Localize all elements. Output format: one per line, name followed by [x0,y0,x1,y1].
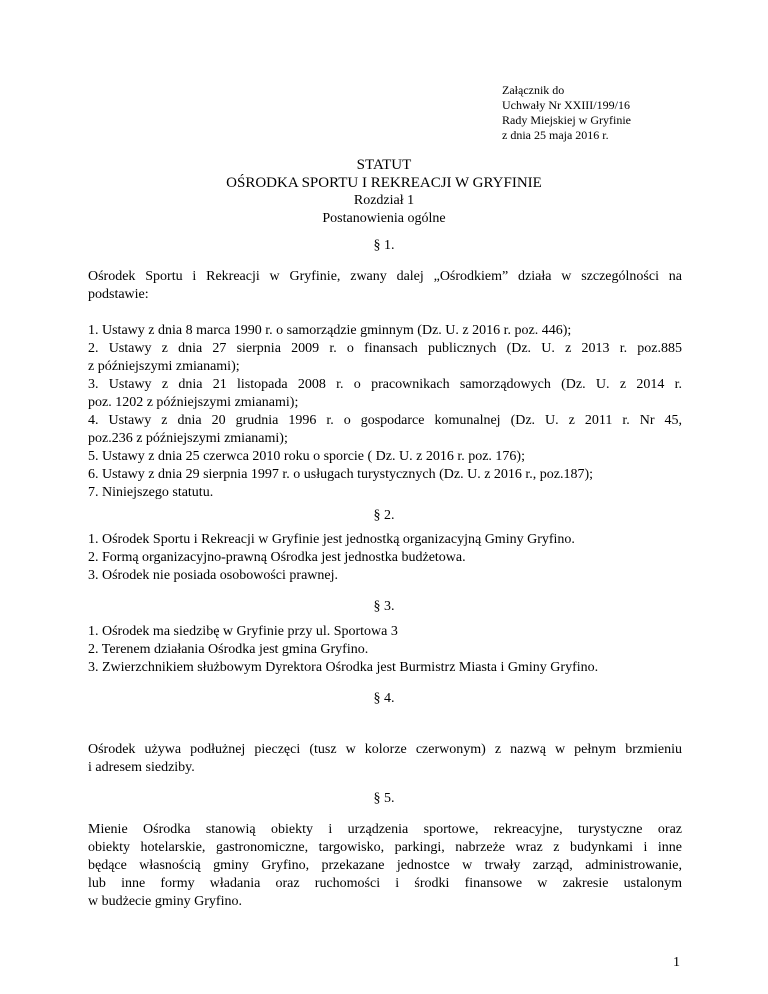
list-item-cont: poz.236 z późniejszymi zmianami); [88,431,288,446]
section-3-sign: § 3. [373,599,395,614]
chapter-number: Rozdział 1 [353,193,415,208]
title-institution: OŚRODKA SPORTU I REKREACJI W GRYFINIE [226,175,542,191]
section-5-text [88,821,682,911]
list-item: 1. Ośrodek Sportu i Rekreacji w Gryfinie jest jednostką organizacyjną Gminy Gryfino. [88,532,575,547]
list-item: 3. Zwierzchnikiem służbowym Dyrektora Ośrodka jest Burmistrz Miasta i Gminy Gryfino. [88,660,599,675]
annex-note [502,83,631,143]
annex-line: Uchwały Nr XXIII/199/16 [502,98,630,112]
text-line: i adresem siedziby. [88,760,195,775]
list-item: 2. Ustawy z dnia 27 sierpnia 2009 r. o finansach publicznych (Dz. U. z 2013 r. poz.885 [88,341,682,356]
text-line: Ośrodek używa podłużnej pieczęci (tusz w kolorze czerwonym) z nazwą w pełnym brzmieniu [88,742,682,757]
section-1-intro [88,268,682,304]
list-item: 5. Ustawy z dnia 25 czerwca 2010 roku o sporcie ( Dz. U. z 2016 r. poz. 176); [88,449,525,464]
list-item-cont: z późniejszymi zmianami); [88,359,240,374]
list-item: 2. Terenem działania Ośrodka jest gmina Gryfino. [88,642,369,657]
section-2-sign: § 2. [373,508,395,523]
intro-line: Ośrodek Sportu i Rekreacji w Gryfinie, zwany dalej „Ośrodkiem” działa w szczególności na [88,269,682,284]
section-3-list [88,623,682,677]
intro-line: podstawie: [88,287,149,302]
document-title [0,156,768,228]
section-4-text [88,741,682,777]
section-1-list [88,322,682,502]
text-line: w budżecie gminy Gryfino. [88,894,242,909]
list-item-cont: poz. 1202 z późniejszymi zmianami); [88,395,299,410]
annex-line: Załącznik do [502,83,565,97]
list-item: 3. Ustawy z dnia 21 listopada 2008 r. o pracownikach samorządowych (Dz. U. z 2014 r. [88,377,682,392]
list-item: 1. Ośrodek ma siedzibę w Gryfinie przy ul. Sportowa 3 [88,624,398,639]
annex-line: z dnia 25 maja 2016 r. [502,128,609,142]
text-line: Mienie Ośrodka stanowią obiekty i urządzenia sportowe, rekreacyjne, turystyczne oraz [88,822,682,837]
section-5-sign: § 5. [373,791,395,806]
text-line: obiekty hotelarskie, gastronomiczne, targowisko, parkingi, nabrzeże wraz z budynkami i inne [88,840,682,855]
text-line: będące własnością gminy Gryfino, przekazane jednostce w trwały zarząd, administrowanie, [88,858,682,873]
list-item: 4. Ustawy z dnia 20 grudnia 1996 r. o gospodarce komunalnej (Dz. U. z 2011 r. Nr 45, [88,413,682,428]
chapter-title: Postanowienia ogólne [322,211,446,226]
list-item: 6. Ustawy z dnia 29 sierpnia 1997 r. o usługach turystycznych (Dz. U. z 2016 r., poz.187); [88,467,594,482]
section-4-sign: § 4. [373,691,395,706]
title-statut: STATUT [356,157,412,173]
section-1-sign: § 1. [373,238,395,253]
annex-line: Rady Miejskiej w Gryfinie [502,113,631,127]
list-item: 2. Formą organizacyjno-prawną Ośrodka jest jednostka budżetowa. [88,550,466,565]
list-item: 1. Ustawy z dnia 8 marca 1990 r. o samorządzie gminnym (Dz. U. z 2016 r. poz. 446); [88,323,572,338]
list-item: 3. Ośrodek nie posiada osobowości prawnej. [88,568,339,583]
text-line: lub inne formy władania oraz ruchomości i środki finansowe w zakresie ustalonym [88,876,682,891]
page-number: 1 [673,955,680,970]
section-2-list [88,531,682,585]
list-item: 7. Niniejszego statutu. [88,485,214,500]
